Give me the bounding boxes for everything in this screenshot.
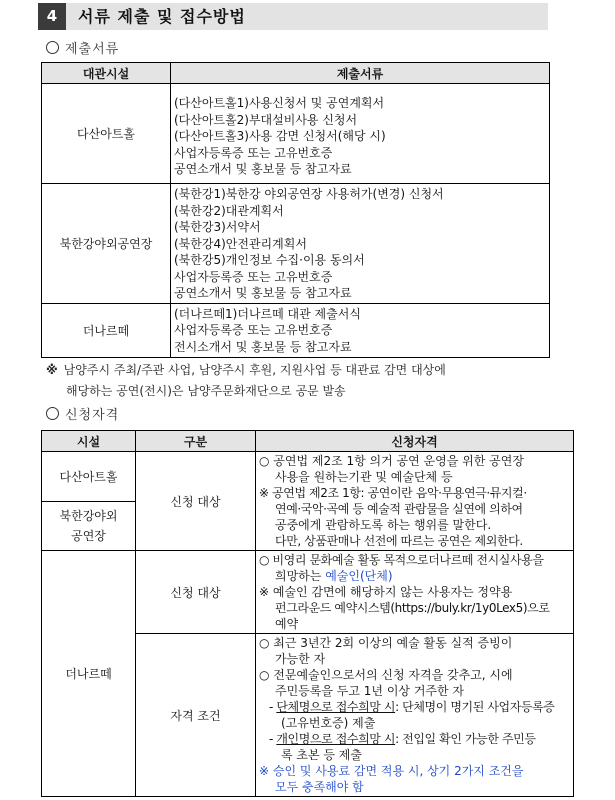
documents-cell <box>171 184 550 304</box>
qual-line: 연예·국악·곡예 등 예술적 관람물을 실연에 의하여 <box>275 502 523 516</box>
header-qualification: 신청자격 <box>256 431 574 452</box>
qual-line: 예약 <box>275 617 299 631</box>
qual-line: ※ 예술인 감면에 해당하지 않는 사용자는 정약용 <box>259 585 513 599</box>
qualification-cell <box>256 452 574 551</box>
table-row <box>42 303 550 357</box>
table-row <box>42 184 550 304</box>
doc-line: 공연소개서 및 홍보물 등 참고자료 <box>174 286 352 300</box>
qual-line: ○ 공연법 제2조 1항 의거 공연 운영을 위한 공연장 <box>259 454 524 468</box>
qual-text: : 전입일 확인 가능한 주민등 <box>395 732 536 746</box>
documents-cell <box>171 303 550 357</box>
qual-line: 록 초본 등 제출 <box>281 748 362 762</box>
qualification-table <box>41 430 574 797</box>
documents-cell <box>171 84 550 184</box>
facility-cell: 더나르떼 <box>42 303 171 357</box>
qual-line: ※ 공연법 제2조 1항: 공연이란 음악·무용연극·뮤지컬· <box>259 486 527 500</box>
qual-line: 사용을 원하는기관 및 예술단체 등 <box>275 470 453 484</box>
header-documents: 제출서류 <box>171 63 550 84</box>
note-mark: ※ <box>46 363 58 377</box>
qual-line: ○ 최근 3년간 2회 이상의 예술 활동 실적 증빙이 <box>259 636 513 650</box>
header-facility: 시설 <box>42 431 136 452</box>
doc-line: (다산아트홀1)사용신청서 및 공연계획서 <box>174 96 385 110</box>
qual-line <box>259 699 571 715</box>
qual-line: ○ 전문예술인으로서의 신청 자격을 갖추고, 시에 <box>259 668 513 682</box>
facility-cell <box>42 502 136 551</box>
doc-line: 사업자등록증 또는 고유번호증 <box>174 145 333 160</box>
facility-line: 북한강야외 <box>59 509 118 523</box>
table-row <box>42 84 550 184</box>
qual-line <box>259 731 571 747</box>
qual-text: - <box>269 700 277 714</box>
doc-line: (더나르떼1)더나르떼 대관 제출서식 <box>174 306 361 321</box>
facility-cell: 다산아트홀 <box>42 452 136 502</box>
facility-line: 공연장 <box>71 529 106 543</box>
table-row <box>42 551 574 634</box>
doc-line: (다산아트홀3)사용 감면 신청서(해당 시) <box>174 129 386 143</box>
doc-line: 사업자등록증 또는 고유번호증 <box>174 323 333 337</box>
qual-line: ○ 비영리 문화예술 활동 목적으로더나르떼 전시실사용을 <box>259 553 544 567</box>
qualification-subtitle: 신청자격 <box>65 408 120 423</box>
section-title: 서류 제출 및 접수방법 <box>78 7 246 26</box>
section-number: 4 <box>38 3 66 30</box>
circle-bullet-icon <box>46 41 59 54</box>
facility-cell: 다산아트홀 <box>42 84 171 184</box>
submission-table <box>41 62 550 358</box>
note-line-1: 남양주시 주최/주관 사업, 남양주시 후원, 지원사업 등 대관료 감면 대상에 <box>63 363 446 377</box>
qual-line: (고유번호증) 제출 <box>281 716 376 730</box>
qual-highlight: 예술인(단체) <box>325 569 393 583</box>
qual-line: 주민등록을 두고 1년 이상 거주한 자 <box>275 684 464 698</box>
submission-subtitle-row <box>46 38 119 57</box>
qual-underline: 개인명으로 접수희망 시 <box>276 732 396 746</box>
circle-bullet-icon <box>46 407 59 420</box>
doc-line: (북한강1)북한강 야외공연장 사용허가(변경) 신청서 <box>174 187 444 201</box>
qual-line: 펀그라운드 예약시스템(https://buly.kr/1y0Lex5)으로 <box>275 601 550 615</box>
header-facility: 대관시설 <box>42 63 171 84</box>
doc-line: 사업자등록증 또는 고유번호증 <box>174 269 333 284</box>
qualification-cell <box>256 551 574 634</box>
qual-line: 공중에게 관람하도록 하는 행위를 말한다. <box>275 518 492 532</box>
qual-line: 모두 충족해야 함 <box>275 780 364 794</box>
doc-line: 공연소개서 및 홍보물 등 참고자료 <box>174 162 352 176</box>
table-row <box>42 452 574 502</box>
category-cell: 신청 대상 <box>136 551 256 634</box>
doc-line: (북한강4)안전관리계획서 <box>174 236 307 251</box>
doc-line: (북한강3)서약서 <box>174 220 261 234</box>
section-header <box>38 3 548 30</box>
doc-line: (다산아트홀2)부대설비사용 신청서 <box>174 112 358 127</box>
facility-cell: 더나르떼 <box>42 551 136 797</box>
qualification-subtitle-row <box>46 404 119 423</box>
qual-line: ※ 승인 및 사용료 감면 적용 시, 상기 2가지 조건을 <box>259 764 524 778</box>
header-category: 구분 <box>136 431 256 452</box>
doc-line: 전시소개서 및 홍보물 등 참고자료 <box>174 339 352 354</box>
qual-line <box>259 568 571 584</box>
category-cell: 신청 대상 <box>136 452 256 551</box>
qual-text: 희망하는 <box>275 569 326 583</box>
doc-line: (북한강2)대관계획서 <box>174 203 284 218</box>
submission-subtitle: 제출서류 <box>65 42 120 57</box>
qual-line: 다만, 상품판매나 선전에 따르는 공연은 제외한다. <box>275 534 523 548</box>
doc-line: (북한강5)개인정보 수집·이용 동의서 <box>174 253 365 267</box>
facility-cell: 북한강야외공연장 <box>42 184 171 304</box>
submission-note <box>46 360 446 402</box>
qualification-cell <box>256 634 574 797</box>
note-line-2: 해당하는 공연(전시)은 남양주문화재단으로 공문 발송 <box>66 384 346 398</box>
qual-text: : 단체명이 명기된 사업자등록증 <box>395 700 555 714</box>
qual-underline: 단체명으로 접수희망 시 <box>276 700 396 714</box>
category-cell: 자격 조건 <box>136 634 256 797</box>
qual-text: - <box>269 732 277 746</box>
qual-line: 가능한 자 <box>275 652 326 666</box>
